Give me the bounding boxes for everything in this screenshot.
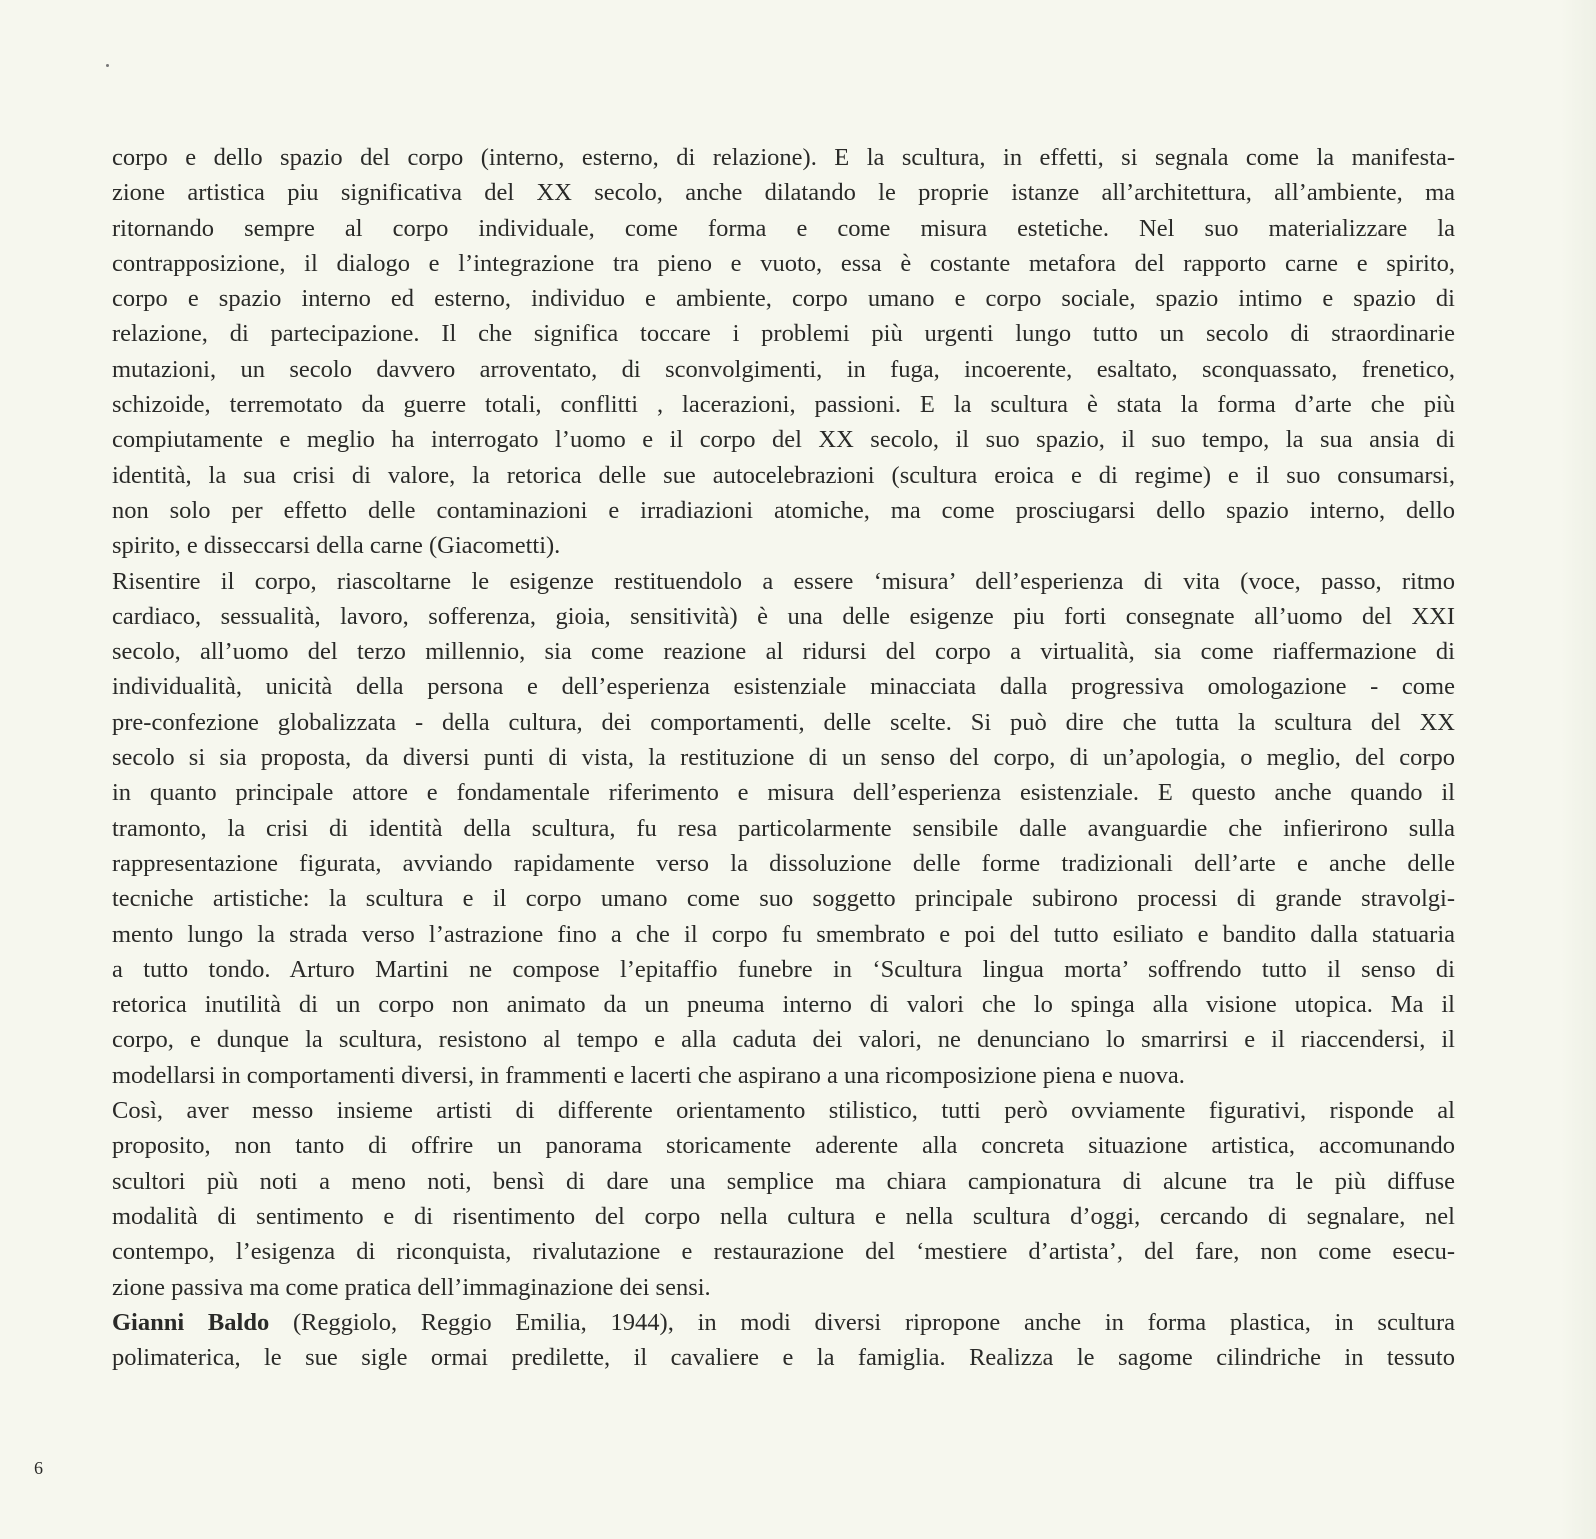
text-line bbox=[112, 811, 1455, 846]
text-line-content: zione artistica piu significativa del XX secolo, anche dilatando le proprie istanze all’architettura, all’ambiente, ma bbox=[112, 179, 1455, 207]
text-line bbox=[112, 1058, 1455, 1093]
text-line-content: secolo si sia proposta, da diversi punti di vista, la restituzione di un senso del corpo, di un’apologia, o meglio, del corpo bbox=[112, 744, 1455, 772]
text-line bbox=[112, 775, 1455, 810]
text-line-content: in quanto principale attore e fondamentale riferimento e misura dell’esperienza esistenziale. E questo anche quando il bbox=[112, 779, 1455, 807]
text-line-content: modalità di sentimento e di risentimento del corpo nella cultura e nella scultura d’oggi, cercando di segnalare, nel bbox=[112, 1202, 1455, 1230]
text-line-content: tecniche artistiche: la scultura e il corpo umano come suo soggetto principale subirono processi di grande stravolgi- bbox=[112, 885, 1455, 913]
text-line-content: identità, la sua crisi di valore, la retorica delle sue autocelebrazioni (scultura eroica e di regime) e il suo consumarsi, bbox=[112, 461, 1455, 489]
text-line-content: corpo e dello spazio del corpo (interno, esterno, di relazione). E la scultura, in effetti, si segnala come la manifesta- bbox=[112, 144, 1455, 171]
text-line bbox=[112, 387, 1455, 422]
text-line bbox=[112, 564, 1455, 599]
text-line-content: scultori più noti a meno noti, bensì di dare una semplice ma chiara campionatura di alcune tra le più diffuse bbox=[112, 1167, 1455, 1195]
text-line bbox=[112, 246, 1455, 281]
scan-speck bbox=[106, 64, 109, 67]
text-line bbox=[112, 599, 1455, 634]
text-line bbox=[112, 1093, 1455, 1128]
text-line bbox=[112, 422, 1455, 457]
text-line-content: tramonto, la crisi di identità della scultura, fu resa particolarmente sensibile dalle avanguardie che infierirono sulla bbox=[112, 814, 1455, 842]
text-line bbox=[112, 1340, 1455, 1375]
artist-name: Gianni Baldo bbox=[112, 1308, 270, 1336]
text-line-content: cardiaco, sessualità, lavoro, sofferenza, gioia, sensitività) è una delle esigenze piu forti consegnate all’uomo del XXI bbox=[112, 602, 1455, 630]
text-line bbox=[112, 705, 1455, 740]
text-line bbox=[112, 917, 1455, 952]
text-line bbox=[112, 316, 1455, 351]
text-line bbox=[112, 846, 1455, 881]
text-line bbox=[112, 352, 1455, 387]
text-line-content: contempo, l’esigenza di riconquista, rivalutazione e restaurazione del ‘mestiere d’artista’, del fare, non come esecu- bbox=[112, 1238, 1455, 1266]
text-line bbox=[112, 952, 1455, 987]
text-line-content: schizoide, terremotato da guerre totali, conflitti , lacerazioni, passioni. E la scultura è stata la forma d’arte che più bbox=[112, 391, 1455, 419]
text-line bbox=[112, 281, 1455, 316]
page-number: 6 bbox=[34, 1458, 43, 1478]
text-line-content: corpo, e dunque la scultura, resistono al tempo e alla caduta dei valori, ne denunciano lo smarrirsi e il riaccendersi, il bbox=[112, 1026, 1455, 1054]
text-line-content: relazione, di partecipazione. Il che significa toccare i problemi più urgenti lungo tutto un secolo di straordinarie bbox=[112, 320, 1455, 348]
text-line-content: secolo, all’uomo del terzo millennio, sia come reazione al ridursi del corpo a virtualità, sia come riaffermazione di bbox=[112, 638, 1455, 666]
text-line-content: zione passiva ma come pratica dell’immaginazione dei sensi. bbox=[112, 1273, 711, 1301]
text-line-content: ritornando sempre al corpo individuale, come forma e come misura estetiche. Nel suo materializzare la bbox=[112, 214, 1455, 242]
text-line-content: pre-confezione globalizzata - della cultura, dei comportamenti, delle scelte. Si può dire che tutta la scultura del XX bbox=[112, 708, 1455, 736]
text-line-content: retorica inutilità di un corpo non animato da un pneuma interno di valori che lo spinga alla visione utopica. Ma il bbox=[112, 991, 1455, 1019]
text-line bbox=[112, 1270, 1455, 1305]
body-text bbox=[112, 140, 1455, 1375]
text-line bbox=[112, 1022, 1455, 1057]
text-line-content: mutazioni, un secolo davvero arroventato, di sconvolgimenti, in fuga, incoerente, esaltato, sconquassato, frenetico, bbox=[112, 355, 1455, 383]
text-line-content: Risentire il corpo, riascoltarne le esigenze restituendolo a essere ‘misura’ dell’esperienza di vita (voce, passo, ritmo bbox=[112, 567, 1455, 595]
text-line-content: proposito, non tanto di offrire un panorama storicamente aderente alla concreta situazione artistica, accomunando bbox=[112, 1132, 1455, 1160]
text-line-content: polimaterica, le sue sigle ormai predilette, il cavaliere e la famiglia. Realizza le sagome cilindriche in tessuto bbox=[112, 1344, 1455, 1372]
text-line-content: modellarsi in comportamenti diversi, in frammenti e lacerti che aspirano a una ricomposizione piena e nuova. bbox=[112, 1061, 1185, 1089]
text-line bbox=[112, 881, 1455, 916]
text-line-content: individualità, unicità della persona e dell’esperienza esistenziale minacciata dalla progressiva omologazione - come bbox=[112, 673, 1455, 701]
text-line bbox=[112, 634, 1455, 669]
text-line-content: non solo per effetto delle contaminazioni e irradiazioni atomiche, ma come prosciugarsi dello spazio interno, dello bbox=[112, 496, 1455, 524]
text-line bbox=[112, 740, 1455, 775]
text-line-content: compiutamente e meglio ha interrogato l’uomo e il corpo del XX secolo, il suo spazio, il suo tempo, la sua ansia di bbox=[112, 426, 1455, 454]
text-line-content: Così, aver messo insieme artisti di differente orientamento stilistico, tutti però ovviamente figurativi, risponde al bbox=[112, 1097, 1455, 1125]
text-line bbox=[112, 987, 1455, 1022]
text-line bbox=[112, 1164, 1455, 1199]
text-line bbox=[112, 140, 1455, 175]
text-line bbox=[112, 669, 1455, 704]
text-line bbox=[112, 175, 1455, 210]
text-line-content: corpo e spazio interno ed esterno, individuo e ambiente, corpo umano e corpo sociale, spazio intimo e spazio di bbox=[112, 285, 1455, 313]
text-line-content: rappresentazione figurata, avviando rapidamente verso la dissoluzione delle forme tradizionali dell’arte e anche delle bbox=[112, 849, 1455, 877]
text-line bbox=[112, 1234, 1455, 1269]
text-line bbox=[112, 211, 1455, 246]
text-line-content: spirito, e disseccarsi della carne (Giacometti). bbox=[112, 532, 561, 560]
text-line bbox=[112, 458, 1455, 493]
text-line bbox=[112, 1199, 1455, 1234]
text-line-content: (Reggiolo, Reggio Emilia, 1944), in modi diversi ripropone anche in forma plastica, in scultura bbox=[269, 1308, 1455, 1336]
text-line-content: contrapposizione, il dialogo e l’integrazione tra pieno e vuoto, essa è costante metafora del rapporto carne e spirito, bbox=[112, 249, 1455, 277]
text-line bbox=[112, 1128, 1455, 1163]
text-line-content: a tutto tondo. Arturo Martini ne compose l’epitaffio funebre in ‘Scultura lingua morta’ soffrendo tutto il senso di bbox=[112, 955, 1455, 983]
text-line bbox=[112, 493, 1455, 528]
text-line bbox=[112, 528, 1455, 563]
scan-shadow-edge bbox=[1560, 0, 1596, 1539]
text-line-content: mento lungo la strada verso l’astrazione fino a che il corpo fu smembrato e poi del tutto esiliato e bandito dalla statuaria bbox=[112, 920, 1455, 948]
text-line bbox=[112, 1305, 1455, 1340]
